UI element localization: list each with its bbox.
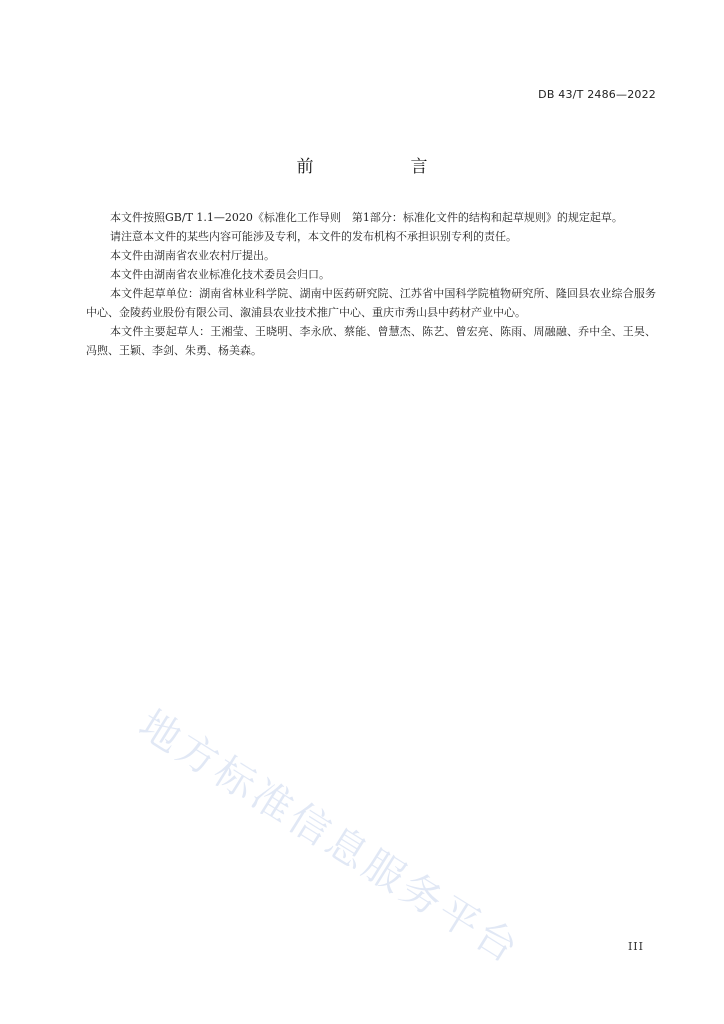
paragraph-drafters: 本文件主要起草人：王湘莹、王晓明、李永欣、蔡能、曾慧杰、陈艺、曾宏亮、陈雨、周融融、乔中全、王昊、冯煦、王颖、李剑、朱勇、杨美森。	[86, 325, 656, 357]
paragraph-drafting-rules: 本文件按照GB/T 1.1—2020《标准化工作导则 第1部分：标准化文件的结构和起草规则》的规定起草。	[110, 211, 623, 224]
standard-code: DB 43/T 2486—2022	[538, 88, 656, 101]
watermark: 地方标准信息服务平台	[130, 701, 529, 974]
paragraph-patent-notice: 请注意本文件的某些内容可能涉及专利，本文件的发布机构不承担识别专利的责任。	[110, 230, 517, 243]
page-title: 前 言	[296, 157, 468, 177]
foreword-body	[86, 208, 656, 360]
paragraph-drafting-units: 本文件起草单位：湖南省林业科学院、湖南中医药研究院、江苏省中国科学院植物研究所、隆回县农业综合服务中心、金陵药业股份有限公司、溆浦县农业技术推广中心、重庆市秀山县中药材产业中心。	[86, 287, 656, 319]
paragraph-proposer: 本文件由湖南省农业农村厅提出。	[110, 249, 275, 262]
page-number: III	[627, 940, 644, 953]
paragraph-committee: 本文件由湖南省农业标准化技术委员会归口。	[110, 268, 330, 281]
